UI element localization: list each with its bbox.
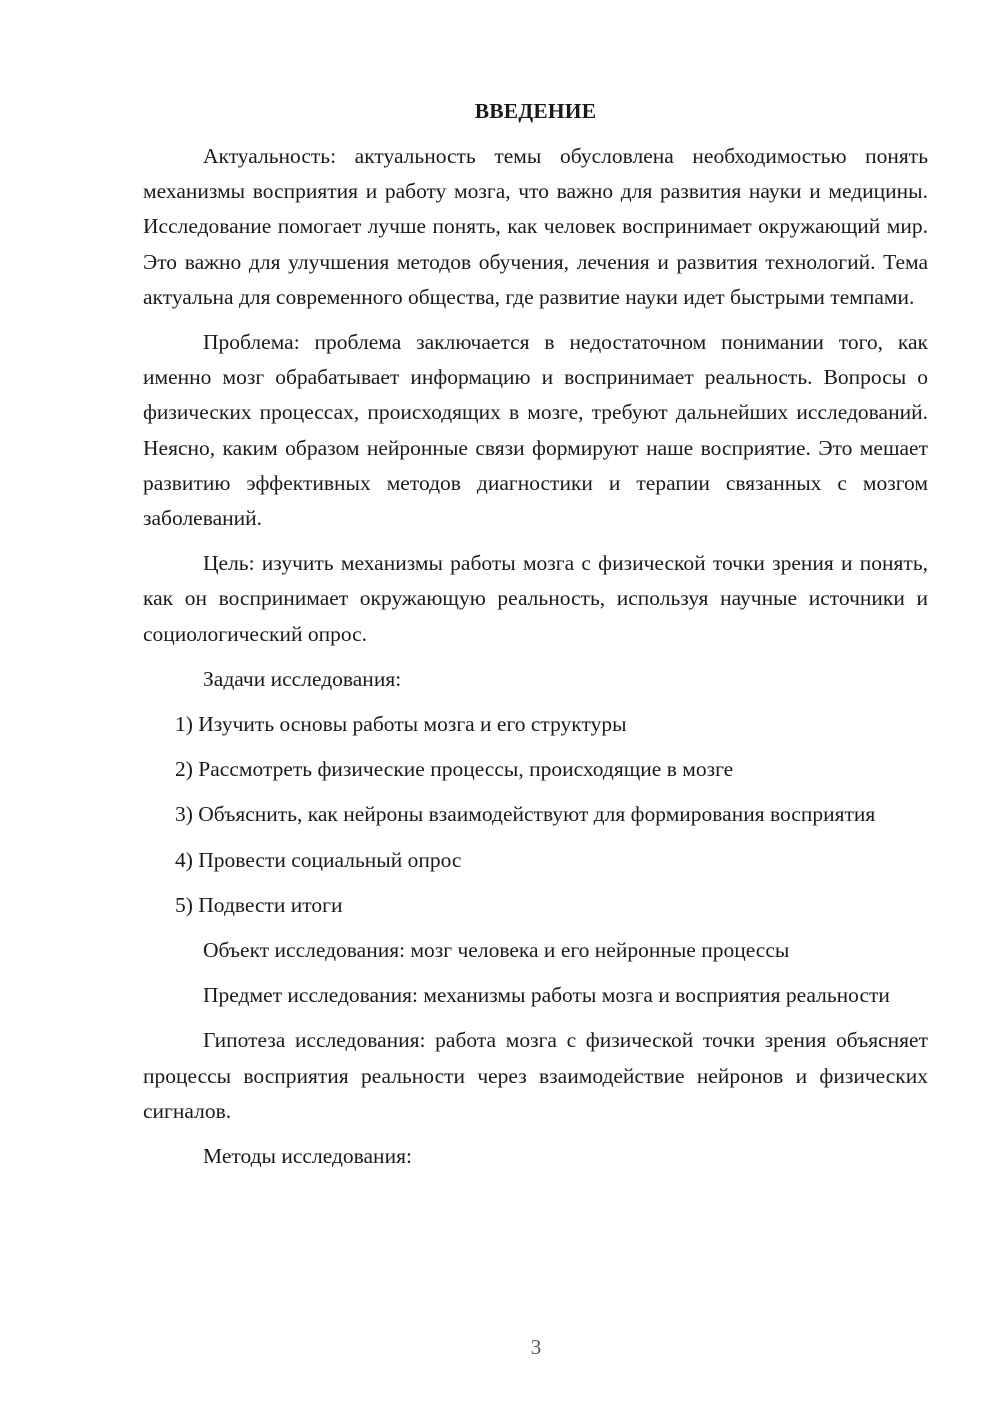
paragraph-hypothesis: Гипотеза исследования: работа мозга с физической точки зрения объясняет процессы восприятия реальности через взаимодействие нейронов и физических сигналов.	[143, 1028, 928, 1123]
methods-heading: Методы исследования:	[203, 1144, 412, 1169]
paragraph-goal: Цель: изучить механизмы работы мозга с физической точки зрения и понять, как он воспринимает окружающую реальность, используя научные источники и социологический опрос.	[143, 551, 928, 646]
task-item-2: 2) Рассмотреть физические процессы, происходящие в мозге	[175, 757, 734, 782]
paragraph-subject: Предмет исследования: механизмы работы мозга и восприятия реальности	[203, 983, 890, 1008]
tasks-heading: Задачи исследования:	[203, 666, 402, 691]
task-item-1: 1) Изучить основы работы мозга и его структуры	[175, 712, 627, 737]
paragraph-relevance: Актуальность: актуальность темы обусловлена необходимостью понять механизмы восприятия и работу мозга, что важно для развития науки и медицины. Исследование помогает лучше понять, как человек воспринимает окружающий мир. Это важно для улучшения методов обучения, лечения и развития технологий. Тема актуальна для современного общества, где развитие науки идет быстрыми темпами.	[143, 144, 928, 309]
task-item-4: 4) Провести социальный опрос	[175, 847, 462, 872]
task-item-3: 3) Объяснить, как нейроны взаимодействуют для формирования восприятия	[175, 802, 876, 827]
task-item-5: 5) Подвести итоги	[175, 892, 343, 917]
page-number: 3	[530, 1335, 542, 1359]
document-page	[143, 94, 928, 1184]
page-title: ВВЕДЕНИЕ	[474, 99, 597, 123]
paragraph-object: Объект исследования: мозг человека и его нейронные процессы	[203, 938, 790, 963]
paragraph-problem: Проблема: проблема заключается в недостаточном понимании того, как именно мозг обрабатывает информацию и воспринимает реальность. Вопросы о физических процессах, происходящих в мозге, требуют дальнейших исследований. Неясно, каким образом нейронные связи формируют наше восприятие. Это мешает развитию эффективных методов диагностики и терапии связанных с мозгом заболеваний.	[143, 330, 928, 531]
